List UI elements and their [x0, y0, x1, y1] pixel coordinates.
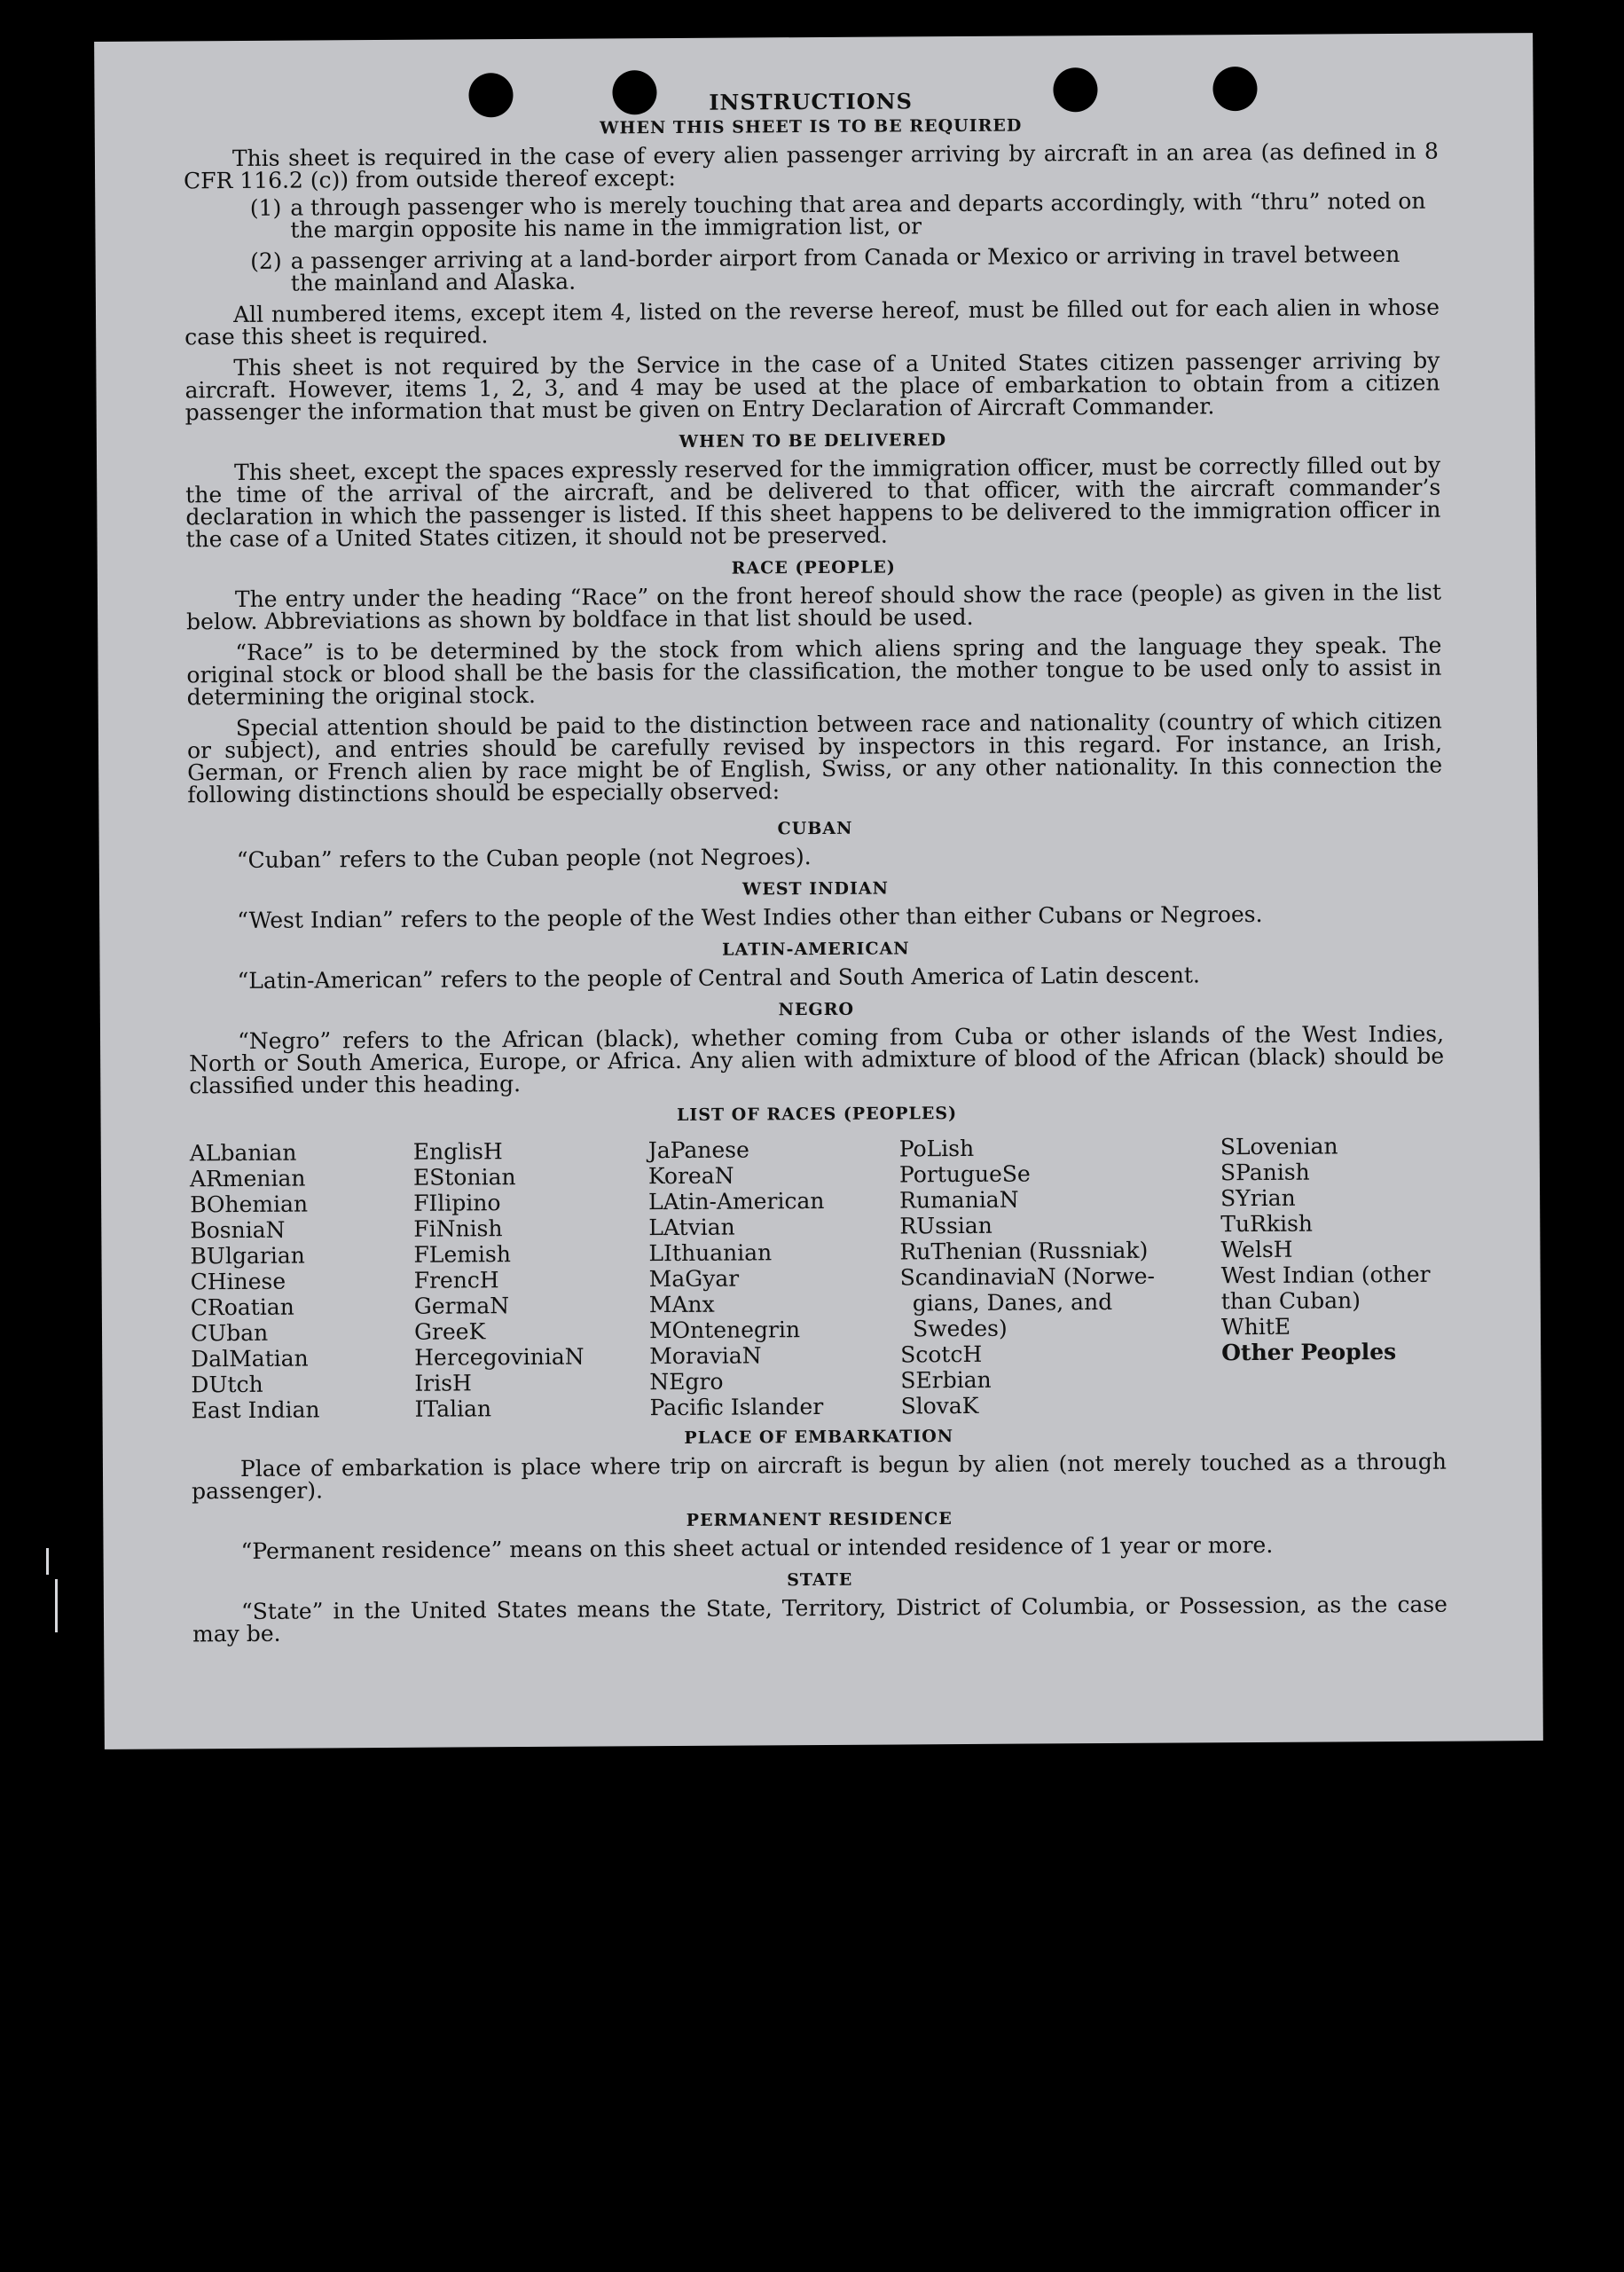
race-entry: than Cuban): [1220, 1287, 1361, 1315]
instructions-body: [184, 87, 1448, 1655]
list-item: [184, 240, 1440, 296]
race-entry: MoraviaN: [649, 1342, 762, 1370]
race-entry: Pacific Islander: [649, 1393, 824, 1421]
race-entry: gians, Danes, and: [912, 1288, 1113, 1317]
paragraph: This sheet, except the spaces expressly reserved for the immigration officer, must be correctly filled out by the time of the arrival of the aircraft, and be delivered to that officer, with the aircraft commander’s declaration in which the passenger is listed. If this sheet happens to be delivered to the immigration officer in the case of a United States citizen, it should not be preserved.: [185, 452, 1441, 553]
race-entry: Other Peoples: [1221, 1339, 1397, 1366]
race-column: [899, 1134, 1222, 1419]
race-entry: PortugueSe: [898, 1160, 1031, 1188]
section-heading: CUBAN: [777, 818, 853, 839]
section-heading: NEGRO: [778, 999, 855, 1020]
race-entry: RuThenian (Russniak): [899, 1237, 1149, 1265]
race-entry: SErbian: [900, 1366, 992, 1394]
paragraph: This sheet is not required by the Service in the case of a United States citizen passenger arriving by aircraft. However, items 1, 2, 3, and 4 may be used at the place of embarkation to obtain from a citizen passenger the information that must be given on Entry Declaration of Aircraft Commander.: [184, 347, 1440, 426]
race-entry: ALbanian: [189, 1139, 297, 1167]
race-entry: EStonian: [412, 1164, 516, 1191]
race-entry: East Indian: [191, 1396, 320, 1424]
race-entry: KoreaN: [647, 1162, 734, 1190]
race-entry: MOntenegrin: [648, 1317, 801, 1344]
paragraph: “Race” is to be determined by the stock from which aliens spring and the language they speak. The original stock or blood shall be the basis for the classification, the mother tongue to be used only to assist in determining the original stock.: [186, 632, 1442, 711]
document-page: [94, 33, 1543, 1749]
race-entry: SYrian: [1220, 1184, 1296, 1212]
race-entry: LIthuanian: [648, 1239, 773, 1267]
list-item: [184, 187, 1439, 243]
page-title: INSTRUCTIONS: [709, 88, 913, 115]
race-entry: JaPanese: [647, 1136, 749, 1164]
race-entry: CHinese: [190, 1268, 286, 1295]
race-entry: FIlipino: [413, 1190, 501, 1216]
paragraph: The entry under the heading “Race” on the front hereof should show the race (people) as given in the list below. Abbreviations as shown by boldface in that list should be used.: [186, 578, 1442, 635]
race-entry: BosniaN: [190, 1216, 286, 1244]
race-entry: PoLish: [898, 1135, 975, 1162]
section-heading: STATE: [787, 1569, 853, 1591]
race-column: [190, 1139, 415, 1424]
race-entry: FiNnish: [413, 1215, 503, 1242]
race-entry: LAtin-American: [648, 1187, 825, 1215]
race-entry: NEgro: [649, 1368, 724, 1395]
section-heading: WHEN TO BE DELIVERED: [679, 430, 947, 452]
item-number: (2): [250, 248, 282, 274]
paragraph: This sheet is required in the case of every alien passenger arriving by aircraft in an area (as defined in 8 CFR 116.2 (c)) from outside thereof except:: [184, 138, 1440, 194]
paragraph: “Latin-American” refers to the people of Central and South America of Latin descent.: [237, 962, 1201, 994]
race-entry: WhitE: [1220, 1313, 1291, 1340]
race-entry: IrisH: [414, 1370, 472, 1396]
race-entry: ITalian: [414, 1395, 492, 1422]
race-entry: GermaN: [413, 1293, 510, 1319]
race-entry: MAnx: [648, 1291, 715, 1318]
paragraph: “State” in the United States means the State, Territory, District of Columbia, or Possession, as the case may be.: [192, 1591, 1448, 1647]
scan-artifact: [46, 1548, 49, 1575]
race-entry: GreeK: [413, 1318, 486, 1345]
race-entry: DalMatian: [191, 1345, 309, 1372]
race-entry: LAtvian: [648, 1214, 735, 1241]
race-entry: CUban: [190, 1319, 269, 1347]
paragraph: Place of embarkation is place where trip on aircraft is begun by alien (not merely touched as a through passenger).: [192, 1448, 1447, 1505]
section-heading: WEST INDIAN: [741, 878, 890, 900]
paragraph: All numbered items, except item 4, listed on the reverse hereof, must be filled out for each alien in whose case this sheet is required.: [184, 294, 1440, 350]
race-entry: FrencH: [413, 1267, 499, 1293]
race-entry: SlovaK: [900, 1392, 979, 1419]
paragraph: “West Indian” refers to the people of the West Indies other than either Cubans or Negroes.: [237, 900, 1263, 934]
race-entry: HercegoviniaN: [414, 1343, 584, 1371]
race-entry: RumaniaN: [899, 1186, 1019, 1214]
race-entry: Swedes): [912, 1315, 1008, 1342]
race-entry: CRoatian: [190, 1293, 294, 1321]
race-entry: SLovenian: [1220, 1133, 1338, 1160]
race-entry: WelsH: [1220, 1236, 1293, 1263]
race-entry: West Indian (other: [1220, 1261, 1431, 1289]
race-entry: TuRkish: [1220, 1210, 1314, 1238]
item-text: a passenger arriving at a land-border airport from Canada or Mexico or arriving in travel between the mainland and Alaska.: [290, 240, 1400, 296]
paragraph: Special attention should be paid to the distinction between race and nationality (country of which citizen or subject), and entries should be carefully revised by inspectors in this regard. For instance, an Irish, German, or French alien by race might be of English, Swiss, or any other nationality. In this connection the following distinctions should be especially observed:: [186, 707, 1443, 808]
race-entry: ARmenian: [189, 1165, 306, 1192]
race-column: [413, 1137, 650, 1422]
paragraph: “Cuban” refers to the Cuban people (not Negroes).: [236, 844, 812, 874]
paragraph: “Permanent residence” means on this sheet actual or intended residence of 1 year or more.: [240, 1531, 1274, 1564]
item-number: (1): [249, 194, 282, 221]
race-column: [1220, 1133, 1447, 1418]
race-entry: RUssian: [899, 1212, 992, 1239]
item-text: a through passenger who is merely touching that area and departs accordingly, with “thru” noted on the margin opposite his name in the immigration list, or: [290, 187, 1426, 243]
race-entry: ScandinaviaN (Norwe-: [899, 1262, 1156, 1291]
race-entry: SPanish: [1220, 1159, 1310, 1186]
race-entry: BOhemian: [190, 1191, 309, 1218]
race-entry: BUlgarian: [190, 1242, 305, 1270]
race-entry: FLemish: [413, 1241, 511, 1268]
race-entry: MaGyar: [648, 1265, 740, 1293]
race-column: [648, 1136, 901, 1420]
section-heading: WHEN THIS SHEET IS TO BE REQUIRED: [600, 115, 1023, 138]
section-heading: LIST OF RACES (PEOPLES): [676, 1104, 958, 1125]
race-entry: EnglisH: [412, 1138, 503, 1165]
paragraph: “Negro” refers to the African (black), whether coming from Cuba or other islands of the West Indies, North or South America, Europe, or Africa. Any alien with admixture of blood of the African (black) should be classified under this heading.: [189, 1020, 1445, 1099]
race-entry: DUtch: [191, 1371, 263, 1398]
scan-artifact: [55, 1579, 58, 1632]
section-heading: RACE (PEOPLE): [731, 557, 896, 578]
race-entry: ScotcH: [900, 1340, 983, 1368]
race-list: [190, 1133, 1447, 1424]
section-heading: PLACE OF EMBARKATION: [684, 1427, 954, 1448]
section-heading: LATIN-AMERICAN: [722, 939, 910, 960]
section-heading: PERMANENT RESIDENCE: [686, 1509, 953, 1530]
